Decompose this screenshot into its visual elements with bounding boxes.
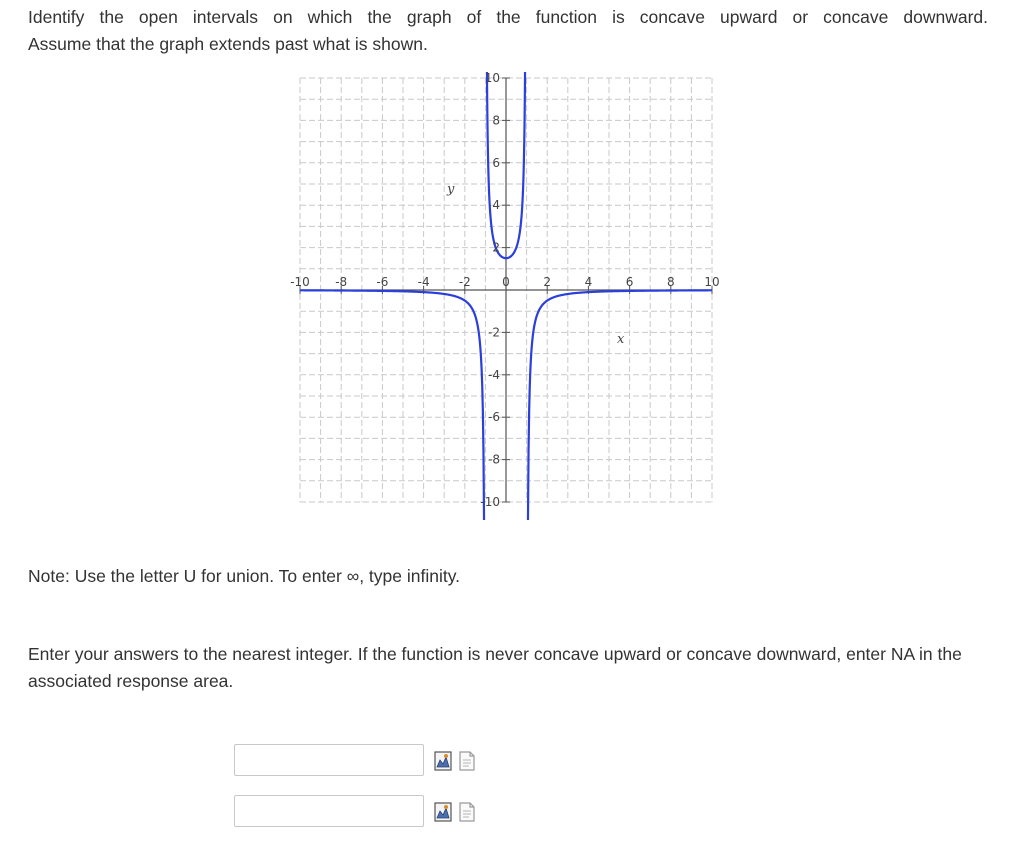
x-tick-label: -8: [335, 275, 348, 289]
x-tick-label: 10: [704, 275, 720, 289]
x-tick-label: 0: [502, 275, 510, 289]
x-tick-label: -6: [376, 275, 389, 289]
x-tick-label: -10: [290, 275, 310, 289]
y-tick-label: 2: [492, 240, 500, 255]
x-tick-label: 4: [584, 275, 593, 289]
question-text: [28, 4, 988, 58]
x-tick-label: 8: [666, 275, 675, 289]
x-tick-label: -2: [458, 275, 471, 289]
question-line-2: Assume that the graph extends past what is shown.: [28, 34, 428, 54]
y-tick-label: 4: [492, 198, 500, 213]
function-graph: [280, 72, 740, 520]
y-tick-label: -10: [480, 495, 500, 509]
x-tick-label: -4: [417, 275, 430, 289]
x-axis-label: x: [617, 332, 625, 347]
concave-upward-row: [0, 744, 500, 780]
y-tick-label: 6: [492, 155, 500, 170]
y-tick-label: -2: [488, 325, 500, 340]
instructions-text: Enter your answers to the nearest integer. If the function is never concave upward or concave downward, enter NA in the associated response area.: [28, 644, 962, 691]
concave-upward-input[interactable]: [234, 744, 424, 776]
question-line-1: Identify the open intervals on which the graph of the function is concave upward or concave downward.: [28, 7, 988, 27]
curve-left-branch: [300, 290, 485, 520]
y-tick-label: -6: [488, 410, 500, 425]
x-tick-label: 2: [543, 275, 552, 289]
concave-downward-input[interactable]: [234, 795, 424, 827]
curve-right-branch: [527, 290, 712, 520]
help-document-icon[interactable]: [458, 751, 476, 771]
help-document-icon[interactable]: [458, 802, 476, 822]
y-tick-label: -8: [488, 452, 500, 467]
concave-downward-row: [0, 795, 500, 831]
preview-icon[interactable]: [434, 802, 452, 822]
x-tick-label: 6: [625, 275, 634, 289]
y-tick-label: 10: [484, 72, 500, 85]
y-tick-label: -4: [488, 367, 500, 382]
preview-icon[interactable]: [434, 751, 452, 771]
note-text: Note: Use the letter U for union. To enter ∞, type infinity.: [28, 566, 461, 586]
y-axis-label: y: [447, 182, 455, 197]
y-tick-label: 8: [492, 113, 500, 128]
